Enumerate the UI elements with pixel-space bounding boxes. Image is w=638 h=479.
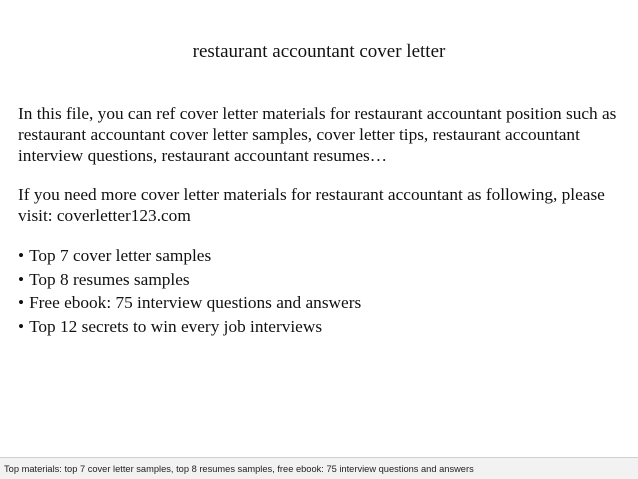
footer-bar: [0, 457, 638, 479]
document-body: [18, 103, 630, 338]
list-item: [18, 268, 630, 292]
list-item: [18, 291, 630, 315]
footer-text: Top materials: top 7 cover letter samples, top 8 resumes samples, free ebook: 75 interview questions and answers: [4, 464, 474, 474]
bullet-icon: •: [18, 269, 25, 289]
list-item-label: Top 12 secrets to win every job interviews: [29, 316, 323, 336]
list-item: [18, 244, 630, 268]
list-item-label: Top 8 resumes samples: [29, 269, 190, 289]
bullet-icon: •: [18, 316, 25, 336]
list-item: [18, 315, 630, 339]
list-item-label: Top 7 cover letter samples: [29, 246, 212, 265]
intro-paragraph: In this file, you can ref cover letter materials for restaurant accountant position such as restaurant accountant cover letter samples, cover letter tips, restaurant accountant interview questions, restaurant accountant resumes…: [18, 104, 617, 165]
more-materials-paragraph: If you need more cover letter materials for restaurant accountant as following, please visit: coverletter123.com: [18, 185, 605, 225]
list-item-label: Free ebook: 75 interview questions and answers: [29, 293, 362, 312]
materials-list: [18, 244, 630, 338]
bullet-icon: •: [18, 293, 25, 312]
bullet-icon: •: [18, 246, 25, 265]
page-title: restaurant accountant cover letter: [192, 41, 446, 62]
